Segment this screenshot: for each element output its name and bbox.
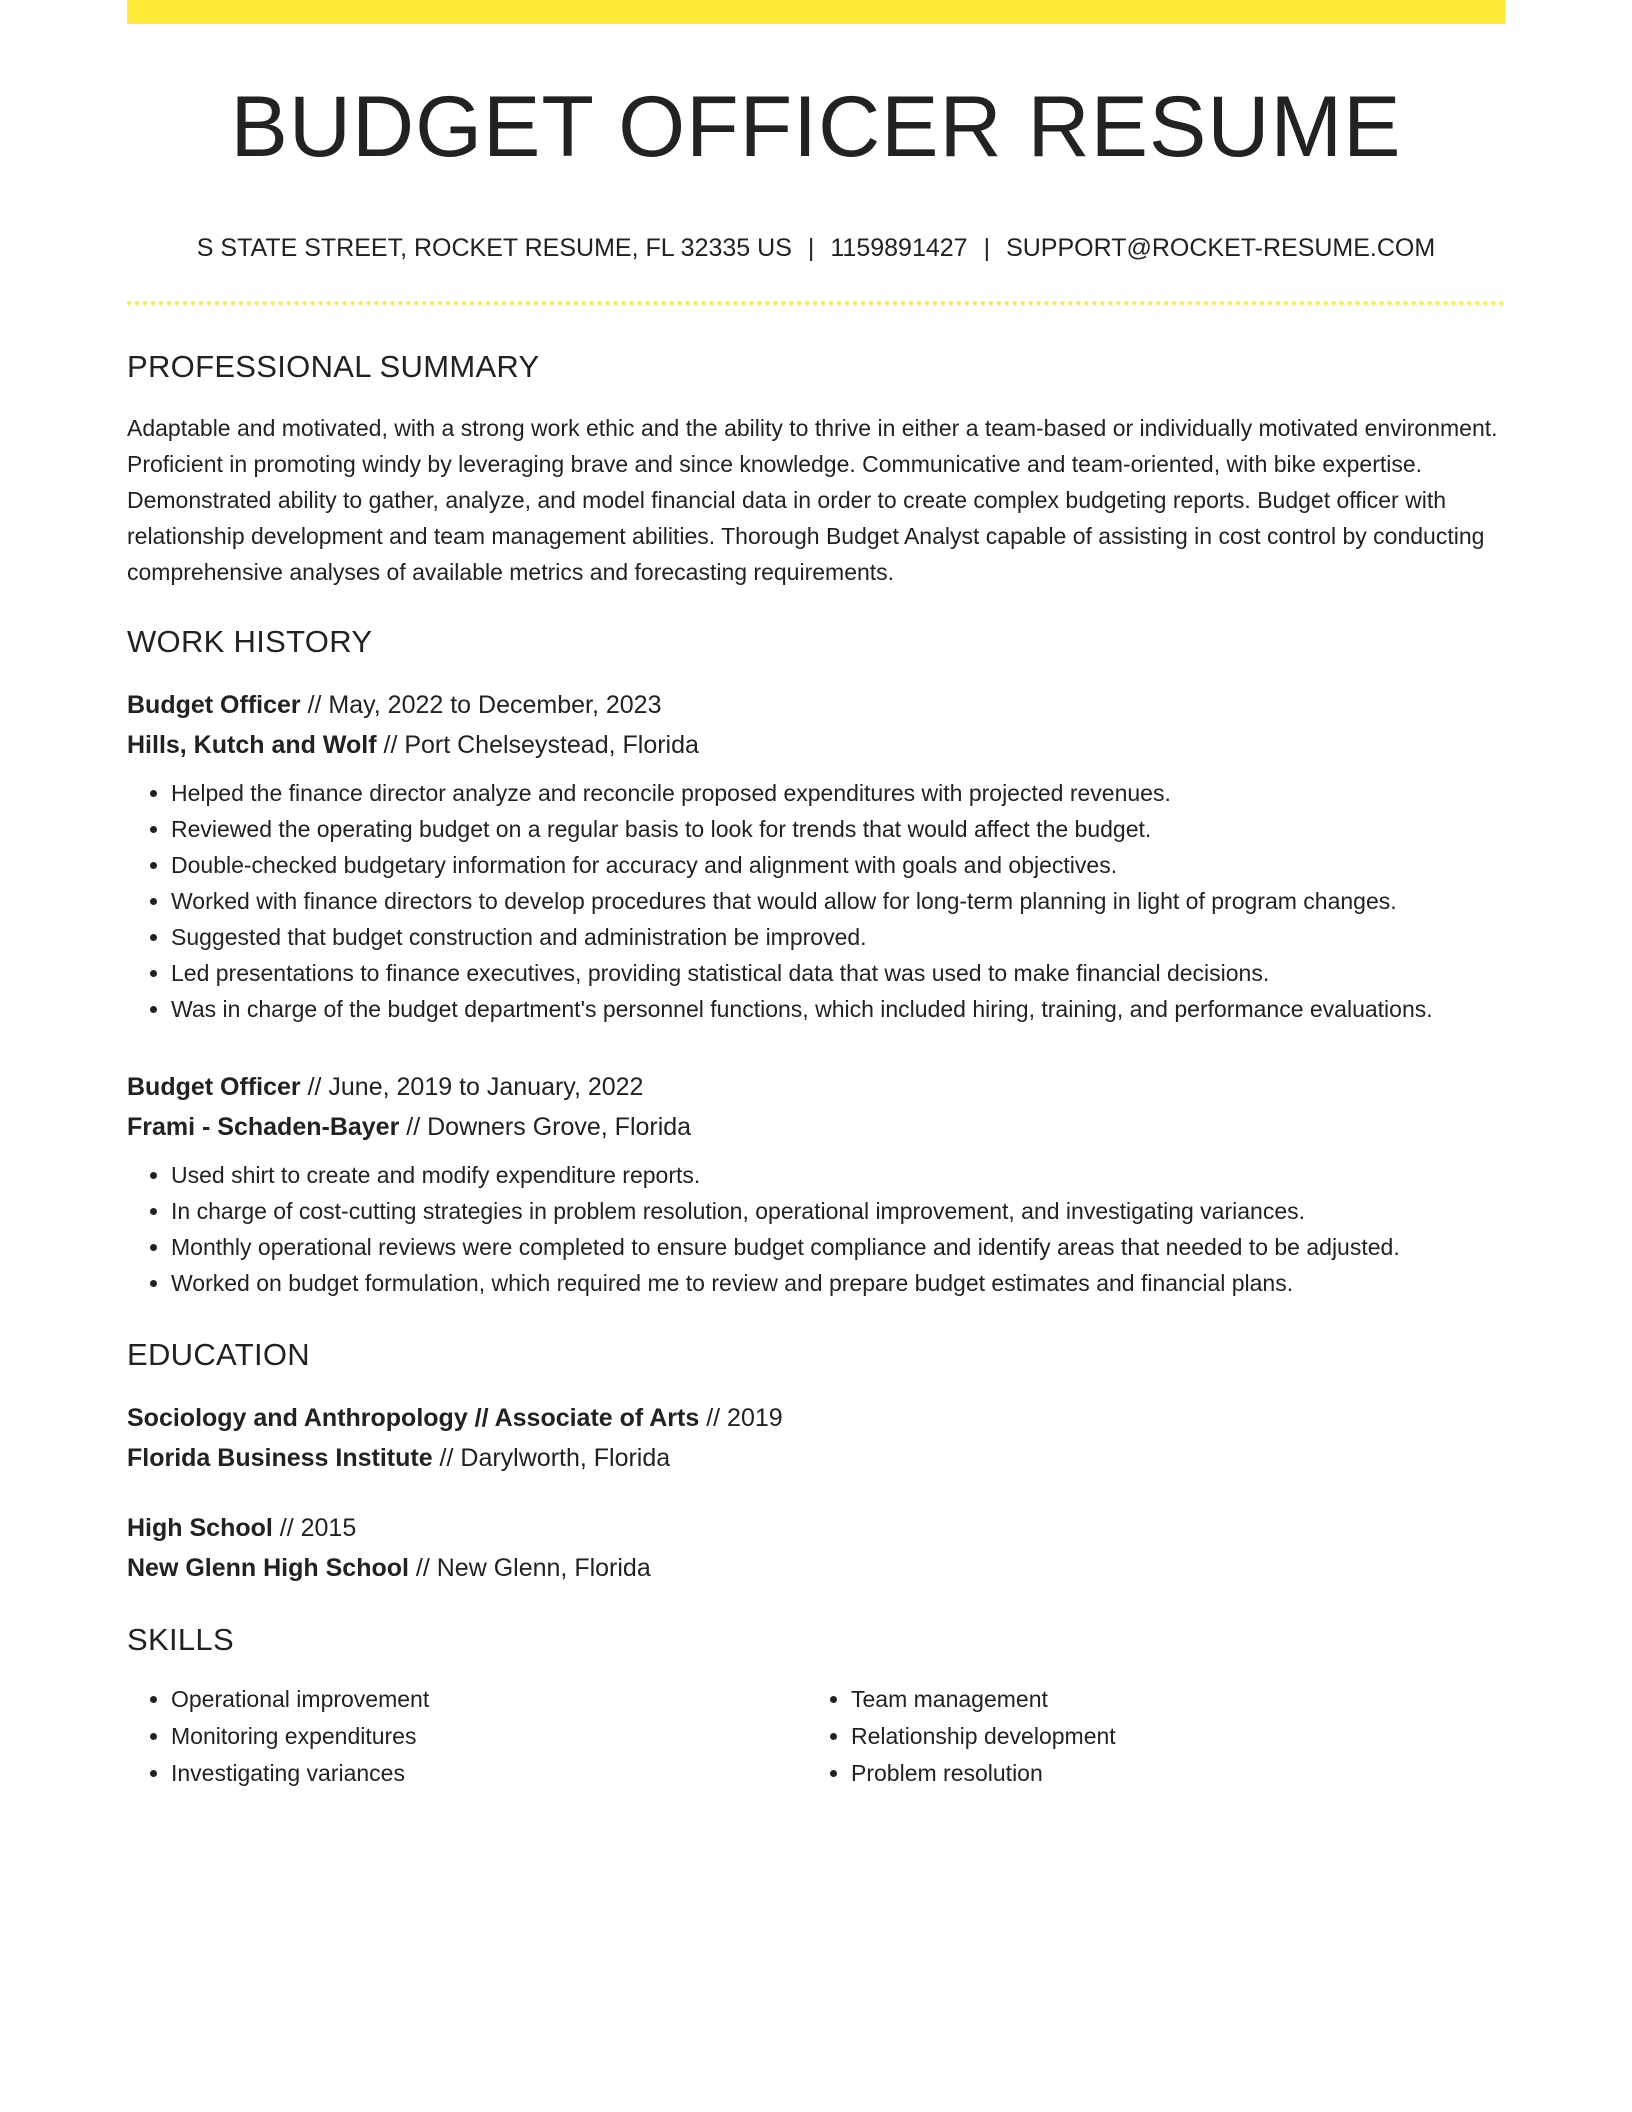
education-year: // 2019 <box>699 1404 783 1432</box>
contact-separator: | <box>807 234 815 262</box>
job-dates: // June, 2019 to January, 2022 <box>300 1073 644 1101</box>
list-item: • Suggested that budget construction and administration be improved. <box>171 919 1505 955</box>
education-location: // New Glenn, Florida <box>408 1554 651 1582</box>
skills-grid <box>127 1681 1505 1792</box>
education-school: New Glenn High School <box>127 1554 409 1582</box>
job-title: Budget Officer <box>127 691 301 719</box>
header-divider <box>127 301 1505 305</box>
skill-item: • Problem resolution <box>851 1755 1481 1792</box>
education-school: Florida Business Institute <box>127 1444 433 1472</box>
skills-column-left <box>127 1681 801 1792</box>
job-title: Budget Officer <box>127 1073 301 1101</box>
contact-separator: | <box>983 234 991 262</box>
list-item: • Worked on budget formulation, which required me to review and prepare budget estimates and financial plans. <box>171 1265 1505 1301</box>
skill-item: • Team management <box>851 1681 1481 1718</box>
top-accent-bar <box>127 0 1505 24</box>
job-title-line <box>127 1067 1505 1107</box>
job-title-line <box>127 685 1505 725</box>
education-heading: EDUCATION <box>127 1337 310 1372</box>
job-location: // Port Chelseystead, Florida <box>376 731 699 759</box>
job-company-line <box>127 725 1505 765</box>
work-history-heading: WORK HISTORY <box>127 624 373 659</box>
education-year: // 2015 <box>272 1514 357 1542</box>
contact-phone: 1159891427 <box>830 234 968 262</box>
job-company: Hills, Kutch and Wolf <box>127 731 377 759</box>
job-entry <box>127 1067 1505 1301</box>
education-entry <box>127 1508 1505 1588</box>
summary-heading: PROFESSIONAL SUMMARY <box>127 349 540 384</box>
contact-address: S STATE STREET, ROCKET RESUME, FL 32335 US <box>196 234 792 262</box>
skill-item: • Relationship development <box>851 1718 1481 1755</box>
list-item: • Led presentations to finance executives, providing statistical data that was used to make financial decisions. <box>171 955 1505 991</box>
page-title: BUDGET OFFICER RESUME <box>230 79 1402 175</box>
job-entry <box>127 685 1505 1027</box>
job-bullets <box>127 1157 1505 1301</box>
list-item: • Helped the finance director analyze and reconcile proposed expenditures with projected revenues. <box>171 775 1505 811</box>
job-company: Frami - Schaden-Bayer <box>127 1113 400 1141</box>
list-item: • Was in charge of the budget department's personnel functions, which included hiring, training, and performance evaluations. <box>171 991 1505 1027</box>
summary-text: Adaptable and motivated, with a strong work ethic and the ability to thrive in either a team-based or individually motivated environment. Proficient in promoting windy by leveraging brave and since knowledge. Communicative and team-oriented, with bike expertise. Demonstrated ability to gather, analyze, and model financial data in order to create complex budgeting reports. Budget officer with relationship development and team management abilities. Thorough Budget Analyst capable of assisting in cost control by conducting comprehensive analyses of available metrics and forecasting requirements. <box>127 415 1498 585</box>
skills-heading: SKILLS <box>127 1622 234 1657</box>
job-location: // Downers Grove, Florida <box>399 1113 692 1141</box>
list-item: • Monthly operational reviews were completed to ensure budget compliance and identify areas that needed to be adjusted. <box>171 1229 1505 1265</box>
education-degree: High School <box>127 1514 273 1542</box>
job-bullets <box>127 775 1505 1027</box>
list-item: • Double-checked budgetary information for accuracy and alignment with goals and objectives. <box>171 847 1505 883</box>
resume-page <box>127 0 1505 1792</box>
skills-column-right <box>801 1681 1481 1792</box>
education-entry <box>127 1398 1505 1478</box>
education-school-line <box>127 1548 1505 1588</box>
education-degree-line <box>127 1398 1505 1438</box>
contact-line <box>127 236 1505 261</box>
contact-email: SUPPORT@ROCKET-RESUME.COM <box>1006 234 1436 262</box>
job-dates: // May, 2022 to December, 2023 <box>300 691 662 719</box>
education-degree-line <box>127 1508 1505 1548</box>
education-degree: Sociology and Anthropology // Associate of Arts <box>127 1404 700 1432</box>
skill-item: • Monitoring expenditures <box>171 1718 801 1755</box>
education-school-line <box>127 1438 1505 1478</box>
list-item: • Used shirt to create and modify expenditure reports. <box>171 1157 1505 1193</box>
skill-item: • Operational improvement <box>171 1681 801 1718</box>
list-item: • In charge of cost-cutting strategies in problem resolution, operational improvement, and investigating variances. <box>171 1193 1505 1229</box>
education-location: // Darylworth, Florida <box>432 1444 671 1472</box>
list-item: • Worked with finance directors to develop procedures that would allow for long-term planning in light of program changes. <box>171 883 1505 919</box>
list-item: • Reviewed the operating budget on a regular basis to look for trends that would affect the budget. <box>171 811 1505 847</box>
job-company-line <box>127 1107 1505 1147</box>
skill-item: • Investigating variances <box>171 1755 801 1792</box>
